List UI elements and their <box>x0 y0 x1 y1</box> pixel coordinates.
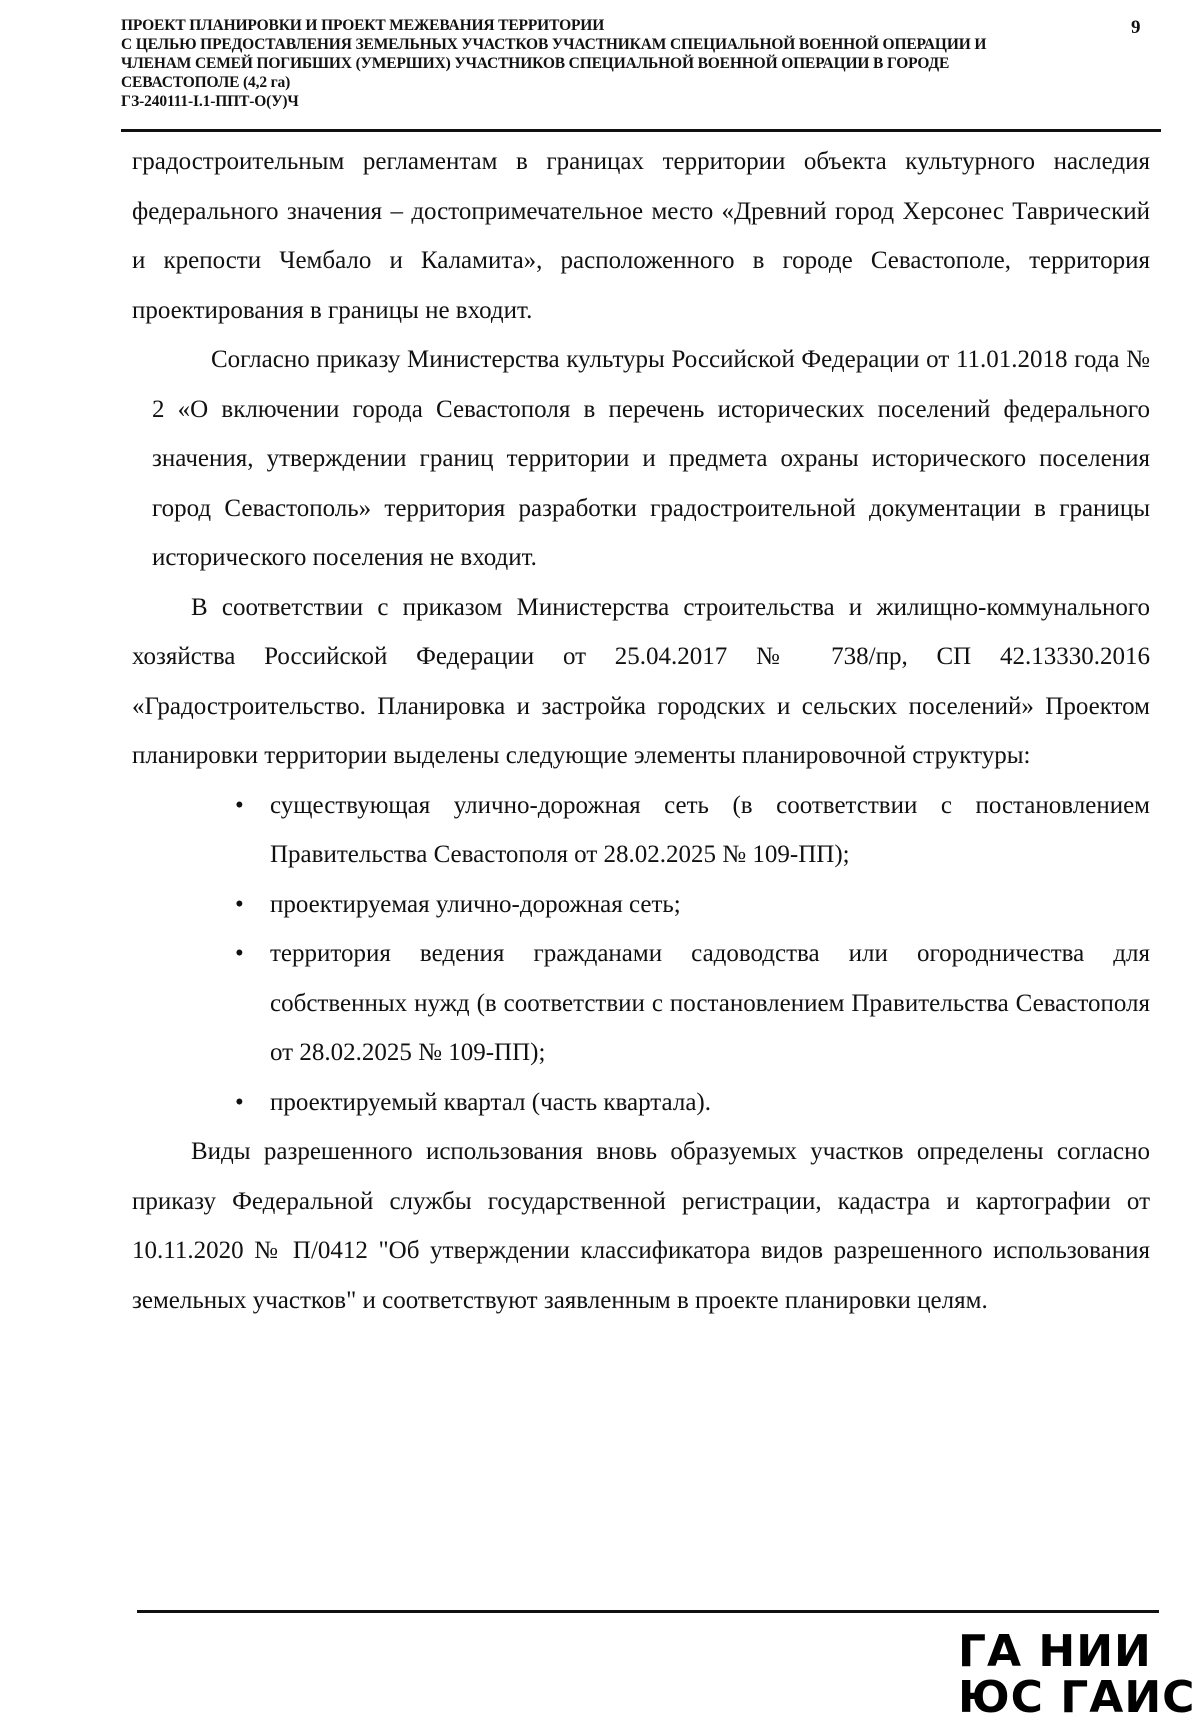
list-item-text: проектируемый квартал (часть квартала). <box>270 1088 711 1116</box>
document-body <box>132 137 1150 1325</box>
header-line-4: СЕВАСТОПОЛЕ (4,2 га) <box>121 74 291 91</box>
list-item <box>235 1078 1150 1128</box>
header-line-2: С ЦЕЛЬЮ ПРЕДОСТАВЛЕНИЯ ЗЕМЕЛЬНЫХ УЧАСТКОВ УЧАСТНИКАМ СПЕЦИАЛЬНОЙ ВОЕННОЙ ОПЕРАЦИИ И <box>121 36 987 53</box>
paragraph-historical-settlement: Согласно приказу Министерства культуры Российской Федерации от 11.01.2018 года № 2 «О включении города Севастополя в перечень исторических поселений федерального значения, утверждении границ территории и предмета охраны исторического поселения город Севастополь» территория разработки градостроительной документации в границы исторического поселения не входит. <box>152 346 1150 571</box>
logo-line-2: ЮС ГАИС <box>958 1672 1196 1723</box>
list-item <box>235 781 1150 880</box>
list-item-text: существующая улично-дорожная сеть (в соответствии с постановлением Правительства Севастополя от 28.02.2025 № 109-ПП); <box>270 791 1150 868</box>
paragraph-permitted-use: Виды разрешенного использования вновь образуемых участков определены согласно приказу Федеральной службы государственной регистрации, кадастра и картографии от 10.11.2020 № П/0412 "Об утверждении классификатора видов разрешенного использования земельных участков" и соответствуют заявленным в проекте планировки целям. <box>132 1138 1150 1314</box>
list-item-text: проектируемая улично-дорожная сеть; <box>270 890 681 918</box>
footer-divider <box>137 1610 1159 1613</box>
bullet-icon: • <box>235 791 244 819</box>
list-item <box>235 880 1150 930</box>
bullet-icon: • <box>235 1088 244 1116</box>
header-line-3: ЧЛЕНАМ СЕМЕЙ ПОГИБШИХ (УМЕРШИХ) УЧАСТНИКОВ СПЕЦИАЛЬНОЙ ВОЕННОЙ ОПЕРАЦИИ В ГОРОДЕ <box>121 55 950 72</box>
header-line-1: ПРОЕКТ ПЛАНИРОВКИ И ПРОЕКТ МЕЖЕВАНИЯ ТЕРРИТОРИИ <box>121 17 605 34</box>
header-divider <box>121 129 1161 132</box>
planning-elements-list <box>132 781 1150 1128</box>
paragraph-heritage-zone: градостроительным регламентам в границах территории объекта культурного наследия федерального значения – достопримечательное место «Древний город Херсонес Таврический и крепости Чембало и Каламита», расположенного в городе Севастополе, территория проектирования в границы не входит. <box>132 148 1150 324</box>
page-header <box>121 16 1121 111</box>
bullet-icon: • <box>235 940 244 967</box>
paragraph-planning-structure: В соответствии с приказом Министерства строительства и жилищно-коммунального хозяйства Российской Федерации от 25.04.2017 № 738/пр, СП 42.13330.2016 «Градостроительство. Планировка и застройка городских и сельских поселений» Проектом планировки территории выделены следующие элементы планировочной структуры: <box>132 593 1150 769</box>
document-code: ГЗ-240111-I.1-ППТ-О(У)Ч <box>121 93 299 110</box>
header-title-block <box>121 16 1121 111</box>
list-item-text: территория ведения гражданами садоводства или огородничества для собственных нужд (в соответствии с постановлением Правительства Севастополя от 28.02.2025 № 109-ПП); <box>270 940 1150 1066</box>
bullet-icon: • <box>235 890 244 918</box>
logo-line-1: ГА НИИ <box>958 1626 1152 1677</box>
organization-logo <box>958 1626 1196 1723</box>
page-number: 9 <box>1131 17 1141 38</box>
list-item <box>235 929 1150 1078</box>
